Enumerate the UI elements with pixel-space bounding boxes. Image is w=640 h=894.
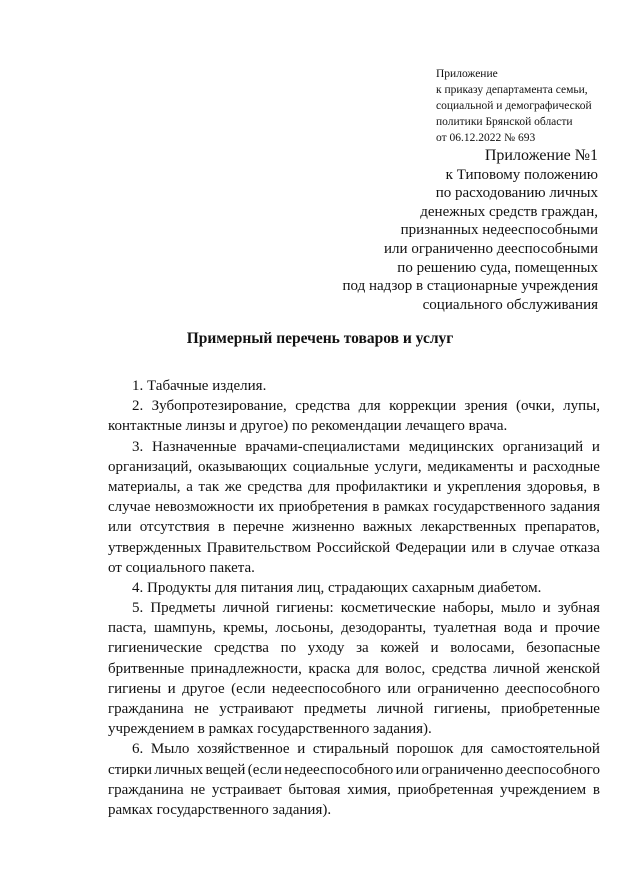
regulation-appendix-note	[298, 147, 598, 314]
list-item-line: 2. Зубопротезирование, средства для коррекции зрения (очки, лупы,	[132, 398, 600, 415]
list-item	[108, 598, 600, 739]
appendix-line: под надзор в стационарные учреждения	[342, 278, 598, 295]
order-appendix-line: от 06.12.2022 № 693	[436, 132, 536, 144]
list-item-line: 1. Табачные изделия.	[132, 378, 267, 394]
list-item	[108, 739, 600, 820]
appendix-line: по решению суда, помещенных	[397, 259, 598, 276]
list-item-line: рамках государственного задания).	[108, 801, 332, 818]
list-item-line: учреждением в рамках государственного задания).	[108, 721, 432, 738]
order-appendix-note	[436, 66, 602, 146]
items-list	[108, 376, 600, 820]
order-appendix-line: к приказу департамента семьи,	[436, 84, 588, 96]
list-item-line: гражданина не устраивает бытовая химия, приобретенная учреждением в	[108, 781, 600, 798]
list-item-line: или отсутствия в перечне жизненно важных лекарственных препаратов,	[108, 519, 600, 536]
appendix-line: к Типовому положению	[445, 166, 598, 183]
list-item-line: стирки личных вещей (если недееспособного или ограниченно дееспособного	[108, 761, 600, 778]
list-item-line: гражданина не устраивают предметы личной гигиены, приобретенные	[108, 701, 600, 717]
list-item-line: 6. Мыло хозяйственное и стиральный порошок для самостоятельной	[132, 741, 600, 758]
list-item-line: от социального пакета.	[108, 559, 255, 576]
list-item	[108, 376, 600, 396]
list-item-line: случае невозможности их приобретения в рамках государственного задания	[108, 499, 600, 516]
list-item-line: гигиены и другое (если недееспособного или ограниченно дееспособного	[108, 680, 600, 697]
appendix-line: социального обслуживания	[422, 296, 598, 313]
appendix-line: денежных средств граждан,	[420, 203, 598, 220]
order-appendix-line: социальной и демографической	[436, 100, 592, 112]
list-item-line: 4. Продукты для питания лиц, страдающих сахарным диабетом.	[132, 579, 542, 596]
list-item-line: 5. Предметы личной гигиены: косметические наборы, мыло и зубная	[132, 600, 600, 617]
list-item-line: бритвенные принадлежности, краска для волос, средства личной женской	[108, 660, 600, 677]
order-appendix-line: политики Брянской области	[436, 116, 573, 128]
list-item	[108, 396, 600, 436]
list-item-line: паста, шампунь, кремы, лосьоны, дезодоранты, туалетная вода и прочие	[108, 620, 600, 637]
list-item	[108, 578, 600, 598]
list-item-line: гигиенические средства по уходу за кожей и волосами, безопасные	[108, 640, 600, 657]
document-title: Примерный перечень товаров и услуг	[186, 330, 454, 347]
appendix-line: или ограниченно дееспособными	[384, 240, 598, 257]
appendix-line: признанных недееспособными	[400, 222, 598, 239]
order-appendix-line: Приложение	[436, 68, 498, 80]
appendix-line: по расходованию личных	[435, 185, 598, 202]
appendix-heading: Приложение №1	[484, 147, 598, 164]
list-item-line: материалы, а так же средства для профилактики и укрепления здоровья, в	[108, 478, 600, 495]
list-item-line: утвержденных Правительством Российской Федерации или в случае отказа	[108, 539, 600, 556]
list-item-line: 3. Назначенные врачами-специалистами медицинских организаций и	[132, 438, 600, 455]
list-item-line: контактные линзы и другое) по рекомендации лечащего врача.	[108, 418, 508, 435]
list-item	[108, 437, 600, 578]
list-item-line: организаций, оказывающих социальные услуги, медикаменты и расходные	[108, 458, 600, 475]
